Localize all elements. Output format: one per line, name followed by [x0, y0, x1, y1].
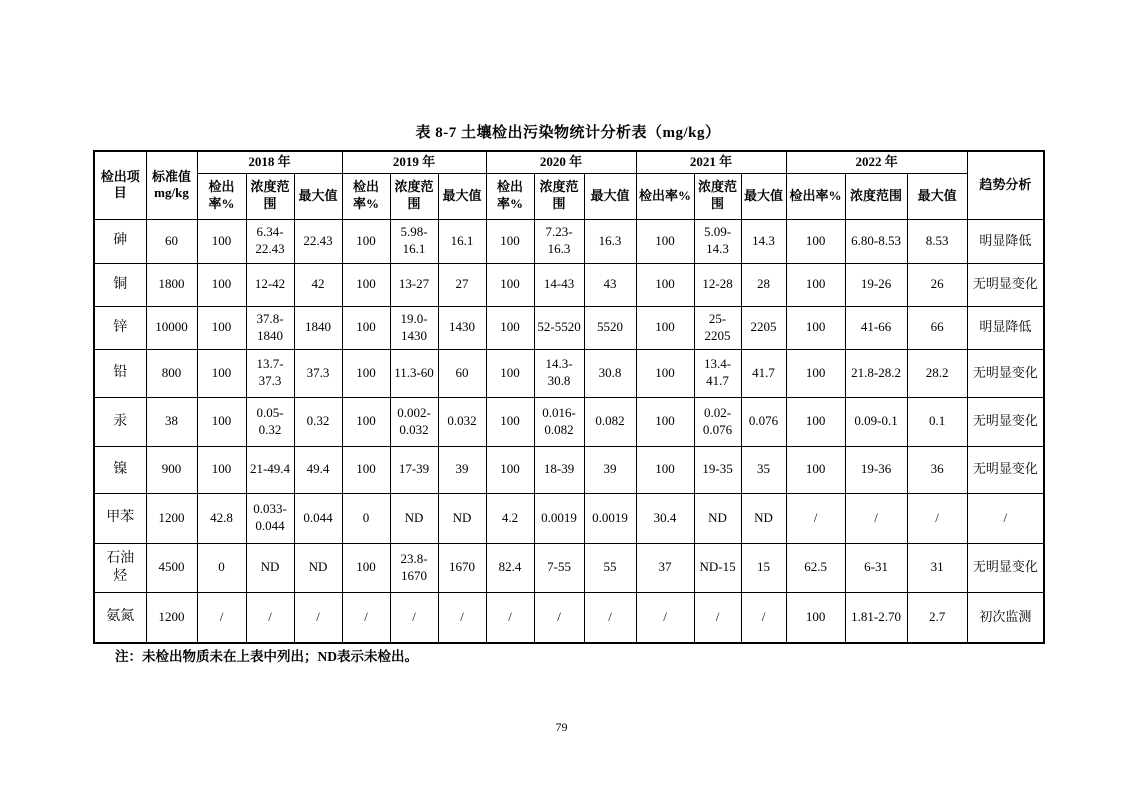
value-cell: 100: [636, 446, 694, 493]
value-cell: 100: [342, 349, 390, 397]
standard-cell: 900: [146, 446, 197, 493]
trend-cell: 无明显变化: [967, 543, 1044, 592]
item-cell: 汞: [94, 397, 146, 446]
value-cell: 18-39: [534, 446, 584, 493]
header-year-2021: 2021 年: [636, 151, 786, 173]
value-cell: 15: [741, 543, 786, 592]
item-cell: 氨氮: [94, 592, 146, 643]
page-number: 79: [555, 720, 568, 734]
standard-cell: 1200: [146, 592, 197, 643]
value-cell: 30.8: [584, 349, 636, 397]
header-year-2020: 2020 年: [486, 151, 636, 173]
header-standard-label: 标准值: [151, 168, 191, 184]
value-cell: 6.80-8.53: [845, 219, 907, 263]
item-cell: 石油烃: [94, 543, 146, 592]
value-cell: 37: [636, 543, 694, 592]
value-cell: 21.8-28.2: [845, 349, 907, 397]
value-cell: 42: [294, 263, 342, 306]
header-rate-2020: 检出率%: [486, 173, 534, 219]
value-cell: ND: [694, 493, 741, 543]
value-cell: 42.8: [197, 493, 246, 543]
value-cell: 14.3-30.8: [534, 349, 584, 397]
table-header: [94, 151, 1044, 219]
value-cell: 100: [342, 397, 390, 446]
value-cell: 28.2: [907, 349, 967, 397]
value-cell: ND-15: [694, 543, 741, 592]
value-cell: 0.082: [584, 397, 636, 446]
trend-cell: /: [967, 493, 1044, 543]
value-cell: 35: [741, 446, 786, 493]
value-cell: 27: [438, 263, 486, 306]
value-cell: 100: [786, 446, 845, 493]
value-cell: 100: [197, 219, 246, 263]
value-cell: 0.02-0.076: [694, 397, 741, 446]
value-cell: 66: [907, 306, 967, 349]
table-row: [94, 263, 1044, 306]
value-cell: ND: [294, 543, 342, 592]
table-title: 表 8-7 土壤检出污染物统计分析表（mg/kg）: [415, 125, 721, 141]
value-cell: 100: [342, 446, 390, 493]
statistics-table: [93, 150, 1045, 644]
value-cell: 100: [786, 397, 845, 446]
value-cell: 4.2: [486, 493, 534, 543]
value-cell: 11.3-60: [390, 349, 438, 397]
value-cell: 62.5: [786, 543, 845, 592]
header-range-2022: 浓度范围: [845, 173, 907, 219]
value-cell: 100: [486, 446, 534, 493]
value-cell: 100: [342, 543, 390, 592]
value-cell: /: [907, 493, 967, 543]
value-cell: 8.53: [907, 219, 967, 263]
value-cell: 25-2205: [694, 306, 741, 349]
table-row: [94, 397, 1044, 446]
value-cell: 39: [584, 446, 636, 493]
trend-cell: 无明显变化: [967, 397, 1044, 446]
statistics-table-container: [93, 150, 1043, 644]
item-cell: 锌: [94, 306, 146, 349]
item-cell: 镍: [94, 446, 146, 493]
value-cell: 0.016-0.082: [534, 397, 584, 446]
value-cell: 37.3: [294, 349, 342, 397]
value-cell: 36: [907, 446, 967, 493]
header-max-2020: 最大值: [584, 173, 636, 219]
standard-cell: 10000: [146, 306, 197, 349]
value-cell: 7-55: [534, 543, 584, 592]
value-cell: 100: [636, 349, 694, 397]
header-range-2021: 浓度范围: [694, 173, 741, 219]
value-cell: /: [584, 592, 636, 643]
value-cell: 30.4: [636, 493, 694, 543]
header-max-2022: 最大值: [907, 173, 967, 219]
value-cell: 0.044: [294, 493, 342, 543]
value-cell: 100: [636, 397, 694, 446]
value-cell: /: [294, 592, 342, 643]
value-cell: 19-36: [845, 446, 907, 493]
value-cell: 0: [197, 543, 246, 592]
value-cell: 39: [438, 446, 486, 493]
value-cell: 6-31: [845, 543, 907, 592]
value-cell: /: [534, 592, 584, 643]
value-cell: /: [786, 493, 845, 543]
value-cell: 26: [907, 263, 967, 306]
table-row: [94, 349, 1044, 397]
value-cell: 16.1: [438, 219, 486, 263]
value-cell: 1670: [438, 543, 486, 592]
header-range-2020: 浓度范围: [534, 173, 584, 219]
value-cell: 100: [342, 219, 390, 263]
table-row: [94, 219, 1044, 263]
value-cell: 19-35: [694, 446, 741, 493]
standard-cell: 38: [146, 397, 197, 446]
value-cell: ND: [438, 493, 486, 543]
value-cell: 100: [636, 306, 694, 349]
value-cell: 49.4: [294, 446, 342, 493]
trend-cell: 无明显变化: [967, 349, 1044, 397]
value-cell: 19-26: [845, 263, 907, 306]
value-cell: 19.0-1430: [390, 306, 438, 349]
value-cell: 100: [636, 263, 694, 306]
value-cell: /: [741, 592, 786, 643]
trend-cell: 初次监测: [967, 592, 1044, 643]
value-cell: 100: [197, 263, 246, 306]
value-cell: 0.032: [438, 397, 486, 446]
item-cell: 甲苯: [94, 493, 146, 543]
item-cell: 铜: [94, 263, 146, 306]
value-cell: 1840: [294, 306, 342, 349]
standard-cell: 60: [146, 219, 197, 263]
value-cell: 100: [197, 397, 246, 446]
value-cell: 100: [786, 306, 845, 349]
table-row: [94, 592, 1044, 643]
value-cell: 100: [342, 263, 390, 306]
table-row: [94, 306, 1044, 349]
value-cell: 0.033-0.044: [246, 493, 294, 543]
value-cell: 0: [342, 493, 390, 543]
value-cell: /: [342, 592, 390, 643]
value-cell: /: [486, 592, 534, 643]
value-cell: /: [246, 592, 294, 643]
value-cell: 7.23-16.3: [534, 219, 584, 263]
value-cell: 100: [197, 349, 246, 397]
value-cell: /: [636, 592, 694, 643]
value-cell: 14-43: [534, 263, 584, 306]
value-cell: 100: [486, 349, 534, 397]
header-standard-unit: mg/kg: [154, 185, 189, 201]
value-cell: 100: [197, 306, 246, 349]
header-year-2022: 2022 年: [786, 151, 967, 173]
value-cell: 100: [486, 263, 534, 306]
value-cell: 60: [438, 349, 486, 397]
value-cell: ND: [246, 543, 294, 592]
value-cell: 52-5520: [534, 306, 584, 349]
table-row: [94, 493, 1044, 543]
value-cell: /: [694, 592, 741, 643]
value-cell: /: [438, 592, 486, 643]
value-cell: 22.43: [294, 219, 342, 263]
item-cell: 砷: [94, 219, 146, 263]
value-cell: 0.002-0.032: [390, 397, 438, 446]
value-cell: 100: [786, 263, 845, 306]
header-standard-column: [146, 151, 197, 219]
header-item-column: 检出项目: [94, 151, 146, 219]
value-cell: 41-66: [845, 306, 907, 349]
header-max-2021: 最大值: [741, 173, 786, 219]
value-cell: /: [390, 592, 438, 643]
value-cell: 28: [741, 263, 786, 306]
value-cell: /: [845, 493, 907, 543]
table-row: [94, 446, 1044, 493]
value-cell: 82.4: [486, 543, 534, 592]
trend-cell: 无明显变化: [967, 263, 1044, 306]
value-cell: 0.09-0.1: [845, 397, 907, 446]
value-cell: 13.7-37.3: [246, 349, 294, 397]
header-range-2019: 浓度范围: [390, 173, 438, 219]
header-range-2018: 浓度范围: [246, 173, 294, 219]
value-cell: 6.34-22.43: [246, 219, 294, 263]
value-cell: 14.3: [741, 219, 786, 263]
header-rate-2021: 检出率%: [636, 173, 694, 219]
value-cell: 31: [907, 543, 967, 592]
table-row: [94, 543, 1044, 592]
value-cell: 41.7: [741, 349, 786, 397]
value-cell: ND: [390, 493, 438, 543]
value-cell: 55: [584, 543, 636, 592]
value-cell: 16.3: [584, 219, 636, 263]
value-cell: 12-28: [694, 263, 741, 306]
value-cell: 17-39: [390, 446, 438, 493]
standard-cell: 1200: [146, 493, 197, 543]
value-cell: 0.05-0.32: [246, 397, 294, 446]
value-cell: 100: [786, 592, 845, 643]
value-cell: 2205: [741, 306, 786, 349]
header-rate-2019: 检出率%: [342, 173, 390, 219]
value-cell: 100: [197, 446, 246, 493]
header-year-2019: 2019 年: [342, 151, 486, 173]
value-cell: 100: [486, 306, 534, 349]
header-trend-column: 趋势分析: [967, 151, 1044, 219]
standard-cell: 4500: [146, 543, 197, 592]
value-cell: 100: [786, 349, 845, 397]
value-cell: 5.98-16.1: [390, 219, 438, 263]
value-cell: /: [197, 592, 246, 643]
trend-cell: 明显降低: [967, 219, 1044, 263]
header-rate-2022: 检出率%: [786, 173, 845, 219]
value-cell: 37.8-1840: [246, 306, 294, 349]
header-max-2018: 最大值: [294, 173, 342, 219]
header-sub-row: [94, 173, 1044, 219]
value-cell: 12-42: [246, 263, 294, 306]
table-footnote: 注：未检出物质未在上表中列出；ND表示未检出。: [115, 649, 418, 664]
header-rate-2018: 检出率%: [197, 173, 246, 219]
value-cell: 23.8-1670: [390, 543, 438, 592]
standard-cell: 800: [146, 349, 197, 397]
value-cell: 100: [786, 219, 845, 263]
value-cell: 100: [486, 219, 534, 263]
value-cell: 5.09-14.3: [694, 219, 741, 263]
header-year-2018: 2018 年: [197, 151, 342, 173]
value-cell: 100: [636, 219, 694, 263]
standard-cell: 1800: [146, 263, 197, 306]
value-cell: 0.1: [907, 397, 967, 446]
value-cell: 100: [486, 397, 534, 446]
trend-cell: 明显降低: [967, 306, 1044, 349]
item-cell: 铅: [94, 349, 146, 397]
value-cell: 0.32: [294, 397, 342, 446]
value-cell: 21-49.4: [246, 446, 294, 493]
value-cell: 100: [342, 306, 390, 349]
value-cell: 0.0019: [584, 493, 636, 543]
value-cell: 2.7: [907, 592, 967, 643]
value-cell: 0.076: [741, 397, 786, 446]
header-max-2019: 最大值: [438, 173, 486, 219]
trend-cell: 无明显变化: [967, 446, 1044, 493]
value-cell: 0.0019: [534, 493, 584, 543]
value-cell: 1.81-2.70: [845, 592, 907, 643]
value-cell: 13-27: [390, 263, 438, 306]
value-cell: 43: [584, 263, 636, 306]
value-cell: 13.4-41.7: [694, 349, 741, 397]
value-cell: 5520: [584, 306, 636, 349]
header-year-row: [94, 151, 1044, 173]
value-cell: ND: [741, 493, 786, 543]
table-body: [94, 219, 1044, 643]
value-cell: 1430: [438, 306, 486, 349]
